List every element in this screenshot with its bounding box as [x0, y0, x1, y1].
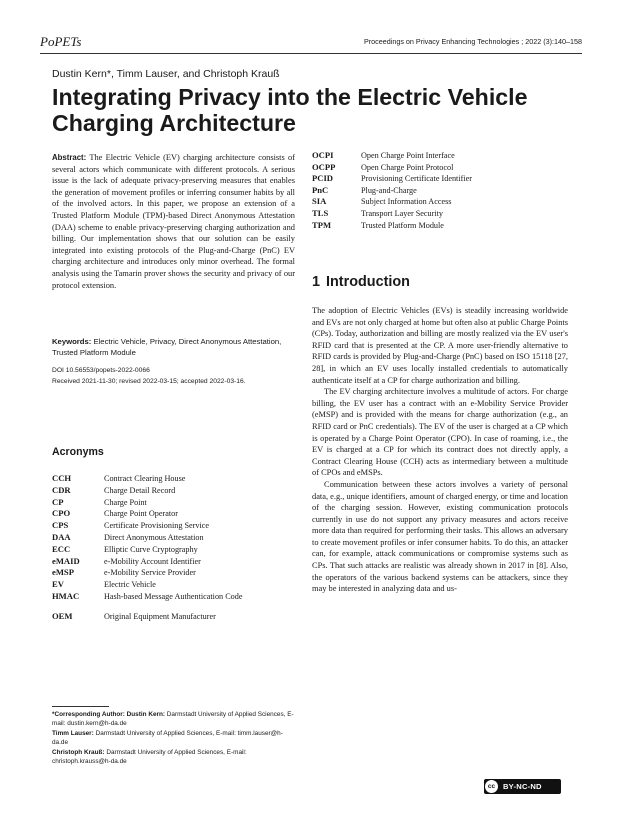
acronym-abbr: SIA [312, 196, 327, 207]
acronym-full: e-Mobility Account Identifier [104, 556, 201, 566]
creative-commons-icon: cc [485, 780, 498, 793]
section-title: Introduction [326, 274, 410, 290]
acronym-abbr: OEM [52, 610, 73, 621]
acronym-abbr: TPM [312, 219, 332, 230]
acronym-abbr: EV [52, 579, 64, 590]
footnote-rule [52, 706, 109, 707]
journal-name: PoPETs [40, 34, 82, 49]
acronym-abbr: PCID [312, 173, 334, 184]
paragraph: The adoption of Electric Vehicles (EVs) is steadily increasing worldwide and EVs are not only charged at home but often also at public Charge Points (CPs). Today, authorization and billing are mostly realized via the EV user's RFID card that is presented at the CP. A more user-friendly alternative to RFID cards is provided by Plug-and-Charge (PnC) based on ISO 15118 [27, 28], in which an EV uses locally installed credentials to automatically authenticate itself at a CP for charge authorization and billing. [312, 306, 569, 385]
abstract-label: Abstract: [52, 153, 87, 162]
acronym-abbr: OCPI [312, 150, 334, 160]
footnote-label: Christoph Krauß: [52, 748, 105, 756]
acronym-full: Elliptic Curve Cryptography [104, 544, 198, 554]
acronym-row [312, 185, 472, 197]
acronym-abbr: CPO [52, 508, 71, 519]
keywords-text: Electric Vehicle, Privacy, Direct Anonymous Attestation, Trusted Platform Module [52, 337, 282, 358]
acronym-row [52, 603, 242, 623]
acronym-row [52, 497, 242, 509]
acronym-abbr: ECC [52, 543, 71, 554]
acronym-abbr: CPS [52, 520, 69, 531]
acronym-row [52, 567, 242, 579]
acronym-row [52, 544, 242, 556]
header-rule [40, 53, 582, 54]
acronym-abbr: PnC [312, 184, 329, 195]
keywords-label: Keywords: [52, 337, 92, 346]
acronym-abbr: DAA [52, 531, 71, 542]
acronym-row [52, 579, 242, 591]
footnote-third-author [52, 748, 297, 767]
footnote-second-author [52, 729, 297, 748]
acronym-full: Open Charge Point Protocol [361, 162, 454, 172]
acronyms-heading: Acronyms [52, 446, 104, 458]
acronym-full: Contract Clearing House [104, 474, 186, 483]
footnote-label: *Corresponding Author: Dustin Kern: [52, 711, 166, 718]
acronym-row [312, 208, 472, 220]
acronym-row [312, 150, 472, 162]
keywords [52, 336, 295, 359]
introduction-body [312, 305, 568, 595]
footnote-text: Darmstadt University of Applied Sciences, E-mail: timm.lauser@h-da.de [52, 729, 283, 747]
acronym-row [312, 162, 472, 174]
footnote-text: Darmstadt University of Applied Sciences, E-mail: dustin.kern@h-da.de [52, 711, 294, 728]
acronym-abbr: CP [52, 496, 64, 507]
acronyms-table-left [52, 473, 242, 623]
acronym-full: Open Charge Point Interface [361, 151, 455, 160]
acronym-row [52, 520, 242, 532]
license-badge[interactable] [484, 779, 561, 794]
acronym-full: Hash-based Message Authentication Code [104, 591, 243, 601]
section-number: 1 [312, 274, 321, 290]
license-text: BY-NC-ND [503, 782, 542, 791]
footnotes [52, 710, 297, 766]
introduction-heading [312, 274, 410, 290]
proceedings-reference: Proceedings on Privacy Enhancing Technologies ; 2022 (3):140–158 [363, 37, 582, 46]
acronym-abbr: CCH [52, 473, 72, 483]
abstract [52, 152, 295, 291]
acronym-full: Trusted Platform Module [361, 220, 444, 230]
acronym-full: Charge Point [104, 497, 147, 507]
acronym-full: e-Mobility Service Provider [104, 568, 196, 578]
paragraph: The EV charging architecture involves a multitude of actors. For charge billing, the EV user has a contract with an e-Mobility Service Provider (eMSP) and is provided with the means for charge authorization (e.g., an RFID card or PnC credentials). The EV of the user is charged at a CP which is operated by a Charge Point Operator (CPO). In case of roaming, i.e., the EV is charged at a CP for which its contract does not directly apply, a Contract Clearing House (CCH) acts as intermediary between a multitude of CPOs and eMSPs. [312, 387, 568, 478]
acronym-full: Subject Information Access [361, 197, 452, 207]
acronym-row [52, 485, 242, 497]
footnote-label: Timm Lauser: [52, 729, 94, 737]
acronym-row [312, 173, 472, 185]
paragraph: Communication between these actors involves a variety of personal data, e.g., unique identifiers, amount of charged energy, or time and location of the charging session. However, existing communication protocols currently in use do not support any privacy measures and actors receive more data than required for performing their tasks. This allows an adversary to create movement profiles or infer consumer habits. To do this, an attacker can, for example, attack communications or compromise systems such as CPs. That such attacks are realistic was already shown in 2017 in [8]. Also, the operators of the various backend systems can be attackers, since they may be interested in analyzing data and us- [312, 479, 568, 594]
footnote-corresponding-author [52, 710, 297, 729]
acronym-row [312, 220, 472, 232]
acronym-row [52, 508, 242, 520]
acronym-row [312, 196, 472, 208]
acronym-abbr: TLS [312, 207, 329, 218]
doi-line: DOI 10.56553/popets-2022-0066 [52, 367, 150, 374]
acronym-abbr: eMAID [52, 555, 80, 566]
acronym-row [52, 473, 242, 485]
acronym-abbr: eMSP [52, 567, 74, 578]
acronym-row [52, 556, 242, 568]
acronym-row [52, 591, 242, 603]
acronym-full: Provisioning Certificate Identifier [361, 174, 472, 184]
acronym-full: Electric Vehicle [104, 580, 156, 590]
acronym-full: Charge Point Operator [104, 509, 178, 519]
acronym-abbr: HMAC [52, 590, 80, 601]
acronym-full: Direct Anonymous Attestation [104, 532, 204, 542]
acronym-abbr: OCPP [312, 161, 336, 172]
dates-line: Received 2021-11-30; revised 2022-03-15; accepted 2022-03-16. [52, 377, 246, 385]
acronym-full: Certificate Provisioning Service [104, 521, 210, 531]
acronyms-table-right [312, 150, 472, 231]
paper-title: Integrating Privacy into the Electric Vehicle Charging Architecture [52, 84, 528, 136]
footnote-text: Darmstadt University of Applied Sciences, E-mail: christoph.krauss@h-da.de [52, 748, 247, 766]
acronym-full: Charge Detail Record [104, 485, 176, 495]
acronym-full: Transport Layer Security [361, 208, 444, 218]
acronym-full: Original Equipment Manufacturer [104, 611, 216, 621]
acronym-full: Plug-and-Charge [361, 185, 417, 195]
acronym-row [52, 532, 242, 544]
author-list: Dustin Kern*, Timm Lauser, and Christoph Krauß [52, 68, 280, 80]
abstract-text: The Electric Vehicle (EV) charging architecture consists of several actors which communicate with different protocols. A serious issue is the lack of adequate privacy-preserving measures that enables the generation of movement profiles or inferring consumer habits by all of the involved actors. In this paper, we propose an extension of a Trusted Platform Module (TPM)-based Direct Anonymous Attestation (DAA) scheme to enable privacy-preserving charging authorization and billing. Our implementation shows that our solution can be easily integrated into existing protocols of the Plug-and-Charge (PnC) EV charging architecture and introduces only minor overhead. The formal analysis using the Tamarin prover shows the security and privacy of our protocol extension. [52, 153, 295, 290]
acronym-abbr: CDR [52, 484, 71, 495]
doi-block [52, 366, 246, 387]
